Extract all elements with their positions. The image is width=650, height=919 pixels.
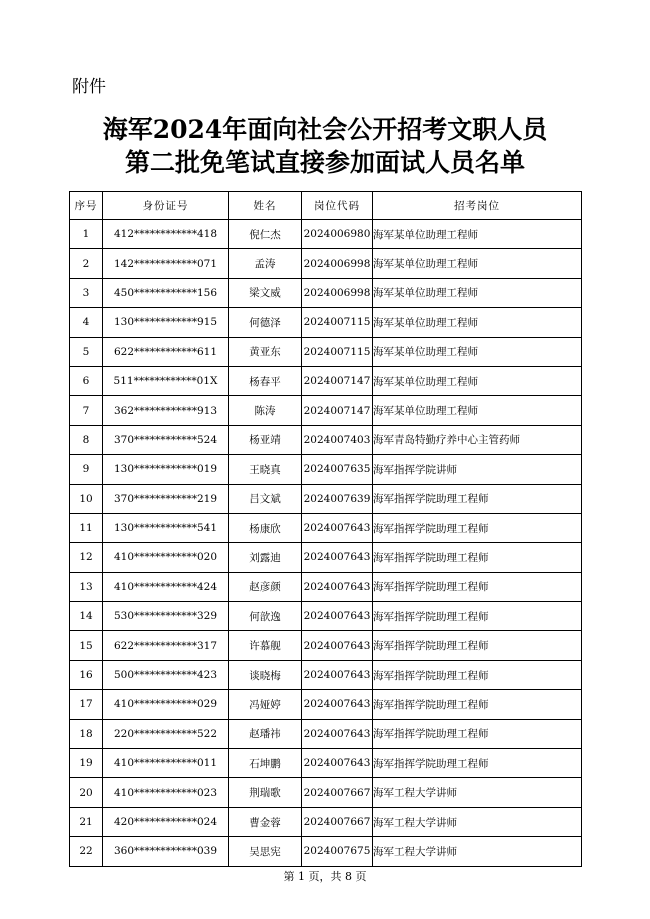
- id-number: 511************01X: [103, 366, 229, 395]
- candidate-name: 石坤鹏: [229, 749, 302, 778]
- table-row: [70, 337, 582, 366]
- id-number: 622************317: [103, 631, 229, 660]
- table-row: [70, 484, 582, 513]
- row-number: 13: [70, 572, 103, 601]
- row-number: 16: [70, 660, 103, 689]
- header-id: 身份证号: [103, 192, 229, 220]
- table-row: [70, 631, 582, 660]
- post-title: 海军指挥学院助理工程师: [373, 543, 582, 572]
- table-row: [70, 455, 582, 484]
- id-number: 450************156: [103, 278, 229, 307]
- post-title: 海军某单位助理工程师: [373, 366, 582, 395]
- id-number: 410************029: [103, 690, 229, 719]
- post-title: 海军指挥学院助理工程师: [373, 572, 582, 601]
- row-number: 9: [70, 455, 103, 484]
- candidate-name: 梁文威: [229, 278, 302, 307]
- post-code: 2024007643: [302, 690, 373, 719]
- row-number: 10: [70, 484, 103, 513]
- post-title: 海军指挥学院助理工程师: [373, 602, 582, 631]
- row-number: 5: [70, 337, 103, 366]
- table-row: [70, 572, 582, 601]
- header-post: 招考岗位: [373, 192, 582, 220]
- post-code: 2024006980: [302, 220, 373, 249]
- row-number: 22: [70, 837, 103, 866]
- row-number: 17: [70, 690, 103, 719]
- candidate-name: 杨康欣: [229, 513, 302, 542]
- post-title: 海军青岛特勤疗养中心主管药师: [373, 425, 582, 454]
- table-row: [70, 366, 582, 395]
- id-number: 530************329: [103, 602, 229, 631]
- post-code: 2024007643: [302, 513, 373, 542]
- candidate-name: 冯娅婷: [229, 690, 302, 719]
- id-number: 142************071: [103, 249, 229, 278]
- candidate-name: 荆瑞歌: [229, 778, 302, 807]
- table-row: [70, 543, 582, 572]
- table-row: [70, 513, 582, 542]
- id-number: 360************039: [103, 837, 229, 866]
- post-code: 2024007635: [302, 455, 373, 484]
- table-row: [70, 308, 582, 337]
- post-title: 海军指挥学院助理工程师: [373, 719, 582, 748]
- post-code: 2024007643: [302, 749, 373, 778]
- row-number: 14: [70, 602, 103, 631]
- row-number: 15: [70, 631, 103, 660]
- candidate-name: 赵璠祎: [229, 719, 302, 748]
- table-row: [70, 690, 582, 719]
- table-row: [70, 249, 582, 278]
- post-code: 2024007147: [302, 396, 373, 425]
- document-title-line1: 海军2024年面向社会公开招考文职人员: [102, 115, 548, 144]
- candidate-name: 谈晓梅: [229, 660, 302, 689]
- post-title: 海军指挥学院助理工程师: [373, 660, 582, 689]
- table-row: [70, 837, 582, 866]
- post-code: 2024007115: [302, 337, 373, 366]
- candidate-name: 曹金蓉: [229, 807, 302, 836]
- post-code: 2024007643: [302, 631, 373, 660]
- candidate-name: 黄亚东: [229, 337, 302, 366]
- candidate-name: 杨亚靖: [229, 425, 302, 454]
- post-title: 海军指挥学院助理工程师: [373, 631, 582, 660]
- header-code: 岗位代码: [302, 192, 373, 220]
- id-number: 500************423: [103, 660, 229, 689]
- table-row: [70, 425, 582, 454]
- row-number: 3: [70, 278, 103, 307]
- document-title-line2: 第二批免笔试直接参加面试人员名单: [124, 148, 525, 177]
- table-row: [70, 660, 582, 689]
- candidate-name: 赵彦颜: [229, 572, 302, 601]
- post-code: 2024007147: [302, 366, 373, 395]
- candidate-name: 王晓真: [229, 455, 302, 484]
- candidate-name: 杨春平: [229, 366, 302, 395]
- table-row: [70, 396, 582, 425]
- post-code: 2024006998: [302, 278, 373, 307]
- id-number: 130************019: [103, 455, 229, 484]
- row-number: 7: [70, 396, 103, 425]
- id-number: 410************011: [103, 749, 229, 778]
- row-number: 6: [70, 366, 103, 395]
- id-number: 220************522: [103, 719, 229, 748]
- post-code: 2024007667: [302, 778, 373, 807]
- header-no: 序号: [70, 192, 103, 220]
- post-title: 海军指挥学院助理工程师: [373, 749, 582, 778]
- table-row: [70, 719, 582, 748]
- header-name: 姓名: [229, 192, 302, 220]
- candidate-name: 吴思宪: [229, 837, 302, 866]
- post-title: 海军指挥学院讲师: [373, 455, 582, 484]
- table-row: [70, 749, 582, 778]
- post-code: 2024007643: [302, 719, 373, 748]
- id-number: 410************023: [103, 778, 229, 807]
- post-title: 海军指挥学院助理工程师: [373, 690, 582, 719]
- post-title: 海军指挥学院助理工程师: [373, 513, 582, 542]
- table-row: [70, 278, 582, 307]
- row-number: 12: [70, 543, 103, 572]
- id-number: 410************424: [103, 572, 229, 601]
- candidate-table: [69, 191, 582, 867]
- id-number: 370************219: [103, 484, 229, 513]
- page-footer: 第 1 页，共 8 页: [283, 870, 367, 883]
- post-code: 2024007643: [302, 572, 373, 601]
- candidate-name: 何德泽: [229, 308, 302, 337]
- post-title: 海军工程大学讲师: [373, 837, 582, 866]
- post-code: 2024007643: [302, 543, 373, 572]
- row-number: 2: [70, 249, 103, 278]
- post-title: 海军某单位助理工程师: [373, 220, 582, 249]
- post-code: 2024007639: [302, 484, 373, 513]
- table-row: [70, 602, 582, 631]
- post-code: 2024007667: [302, 807, 373, 836]
- post-title: 海军某单位助理工程师: [373, 308, 582, 337]
- post-title: 海军某单位助理工程师: [373, 278, 582, 307]
- table-row: [70, 778, 582, 807]
- candidate-name: 吕文斌: [229, 484, 302, 513]
- table-row: [70, 220, 582, 249]
- row-number: 19: [70, 749, 103, 778]
- candidate-name: 孟涛: [229, 249, 302, 278]
- id-number: 370************524: [103, 425, 229, 454]
- table-body: [70, 220, 582, 867]
- post-title: 海军某单位助理工程师: [373, 249, 582, 278]
- post-title: 海军工程大学讲师: [373, 807, 582, 836]
- post-code: 2024006998: [302, 249, 373, 278]
- row-number: 21: [70, 807, 103, 836]
- candidate-name: 许慕舰: [229, 631, 302, 660]
- post-title: 海军指挥学院助理工程师: [373, 484, 582, 513]
- id-number: 130************541: [103, 513, 229, 542]
- post-title: 海军工程大学讲师: [373, 778, 582, 807]
- post-code: 2024007643: [302, 602, 373, 631]
- post-code: 2024007403: [302, 425, 373, 454]
- row-number: 8: [70, 425, 103, 454]
- table-row: [70, 807, 582, 836]
- post-code: 2024007115: [302, 308, 373, 337]
- row-number: 4: [70, 308, 103, 337]
- row-number: 20: [70, 778, 103, 807]
- row-number: 11: [70, 513, 103, 542]
- id-number: 622************611: [103, 337, 229, 366]
- row-number: 18: [70, 719, 103, 748]
- id-number: 130************915: [103, 308, 229, 337]
- id-number: 410************020: [103, 543, 229, 572]
- candidate-name: 倪仁杰: [229, 220, 302, 249]
- id-number: 362************913: [103, 396, 229, 425]
- candidate-name: 何歆逸: [229, 602, 302, 631]
- id-number: 412************418: [103, 220, 229, 249]
- post-title: 海军某单位助理工程师: [373, 396, 582, 425]
- post-title: 海军某单位助理工程师: [373, 337, 582, 366]
- post-code: 2024007675: [302, 837, 373, 866]
- id-number: 420************024: [103, 807, 229, 836]
- candidate-name: 刘露迪: [229, 543, 302, 572]
- row-number: 1: [70, 220, 103, 249]
- post-code: 2024007643: [302, 660, 373, 689]
- attachment-label: 附件: [72, 77, 106, 97]
- table-header-row: [70, 192, 582, 220]
- candidate-name: 陈涛: [229, 396, 302, 425]
